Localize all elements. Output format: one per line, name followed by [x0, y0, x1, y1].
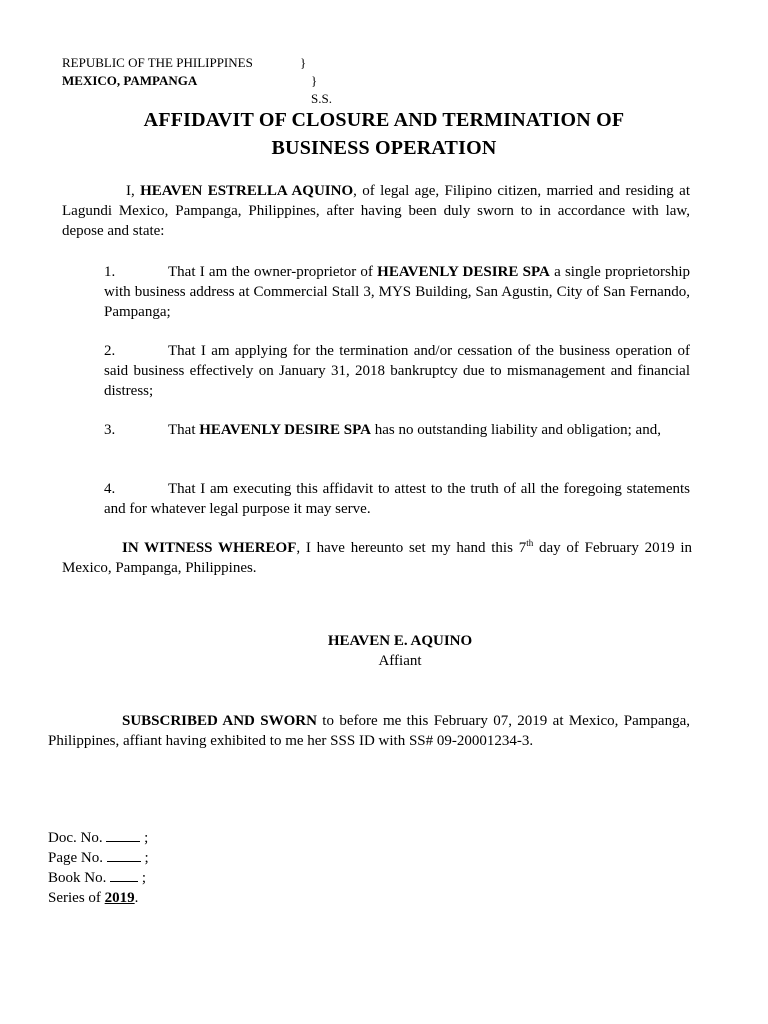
witness-heading: IN WITNESS WHEREOF — [122, 540, 297, 556]
jurat-text: to before me this February 07, 2019 at Mexico, Pampanga, Philippines, affiant having exhibited to me her SSS ID with SS# 09-20001234-3. — [48, 713, 691, 749]
page-number-end: ; — [140, 850, 149, 866]
page-number-line — [48, 848, 149, 868]
item-text: a single proprietorship with business address at Commercial Stall 3, MYS Building, San Agustin, City of San Fernando, Pampanga; — [104, 264, 690, 320]
book-number-label: Book No. — [48, 870, 107, 886]
item-text: That I am applying for the termination and/or cessation of the business operation of said business effectively on January 31, 2018 bankruptcy due to mismanagement and financial distress; — [104, 343, 690, 399]
witness-paragraph — [62, 538, 692, 578]
doc-number-blank — [106, 828, 140, 842]
doc-number-end: ; — [140, 830, 149, 846]
jurat-heading: SUBSCRIBED AND SWORN — [122, 713, 317, 729]
book-number-line — [48, 868, 149, 888]
book-number-blank — [110, 868, 138, 882]
intro-rest: , of legal age, Filipino citizen, married and residing at Lagundi Mexico, Pampanga, Philippines, after having been duly sworn to in accordance with law, depose and state: — [62, 183, 690, 239]
ordinal-suffix: th — [526, 538, 534, 548]
signature-block — [0, 631, 768, 671]
book-number-end: ; — [138, 870, 147, 886]
business-name: HEAVENLY DESIRE SPA — [377, 264, 550, 280]
title-line-2: BUSINESS OPERATION — [271, 137, 497, 159]
jurat-paragraph — [48, 711, 690, 751]
series-label: Series of — [48, 890, 105, 906]
item-text: That — [168, 422, 200, 438]
intro-paragraph — [62, 181, 690, 241]
item-text: That I am the owner-proprietor of — [168, 264, 378, 280]
statement-item — [104, 262, 690, 322]
document-title — [0, 106, 768, 162]
venue-block — [62, 54, 332, 106]
witness-text: , I have hereunto set my hand this 7 — [296, 540, 527, 556]
affiant-full-name: HEAVEN ESTRELLA AQUINO — [140, 183, 354, 199]
affiant-name: HEAVEN E. AQUINO — [327, 633, 473, 649]
series-end: . — [134, 890, 139, 906]
page-number-label: Page No. — [48, 850, 103, 866]
affiant-label: Affiant — [378, 653, 422, 669]
intro-lead: I, — [126, 183, 141, 199]
page-number-blank — [107, 848, 141, 862]
business-name: HEAVENLY DESIRE SPA — [199, 422, 371, 438]
venue-republic: REPUBLIC OF THE PHILIPPINES — [62, 55, 253, 70]
doc-number-label: Doc. No. — [48, 830, 103, 846]
venue-ss: } S.S. — [311, 73, 332, 106]
series-line — [48, 888, 149, 908]
notarial-register — [48, 828, 149, 908]
item-number: 1. — [104, 264, 116, 280]
venue-municipality: MEXICO, PAMPANGA — [62, 73, 198, 88]
statement-item — [104, 479, 690, 519]
item-number: 3. — [104, 422, 116, 438]
witness-text-rest: day of February 2019 in Mexico, Pampanga, Philippines. — [62, 540, 693, 576]
statement-item — [104, 420, 690, 440]
item-text: That I am executing this affidavit to attest to the truth of all the foregoing statements and for whatever legal purpose it may serve. — [104, 481, 690, 517]
item-number: 4. — [104, 481, 116, 497]
venue-brace: } — [300, 55, 307, 70]
item-number: 2. — [104, 343, 116, 359]
item-text: has no outstanding liability and obligation; and, — [370, 422, 661, 438]
statement-item — [104, 341, 690, 401]
title-line-1: AFFIDAVIT OF CLOSURE AND TERMINATION OF — [143, 109, 625, 131]
doc-number-line — [48, 828, 149, 848]
series-year: 2019 — [104, 890, 135, 906]
